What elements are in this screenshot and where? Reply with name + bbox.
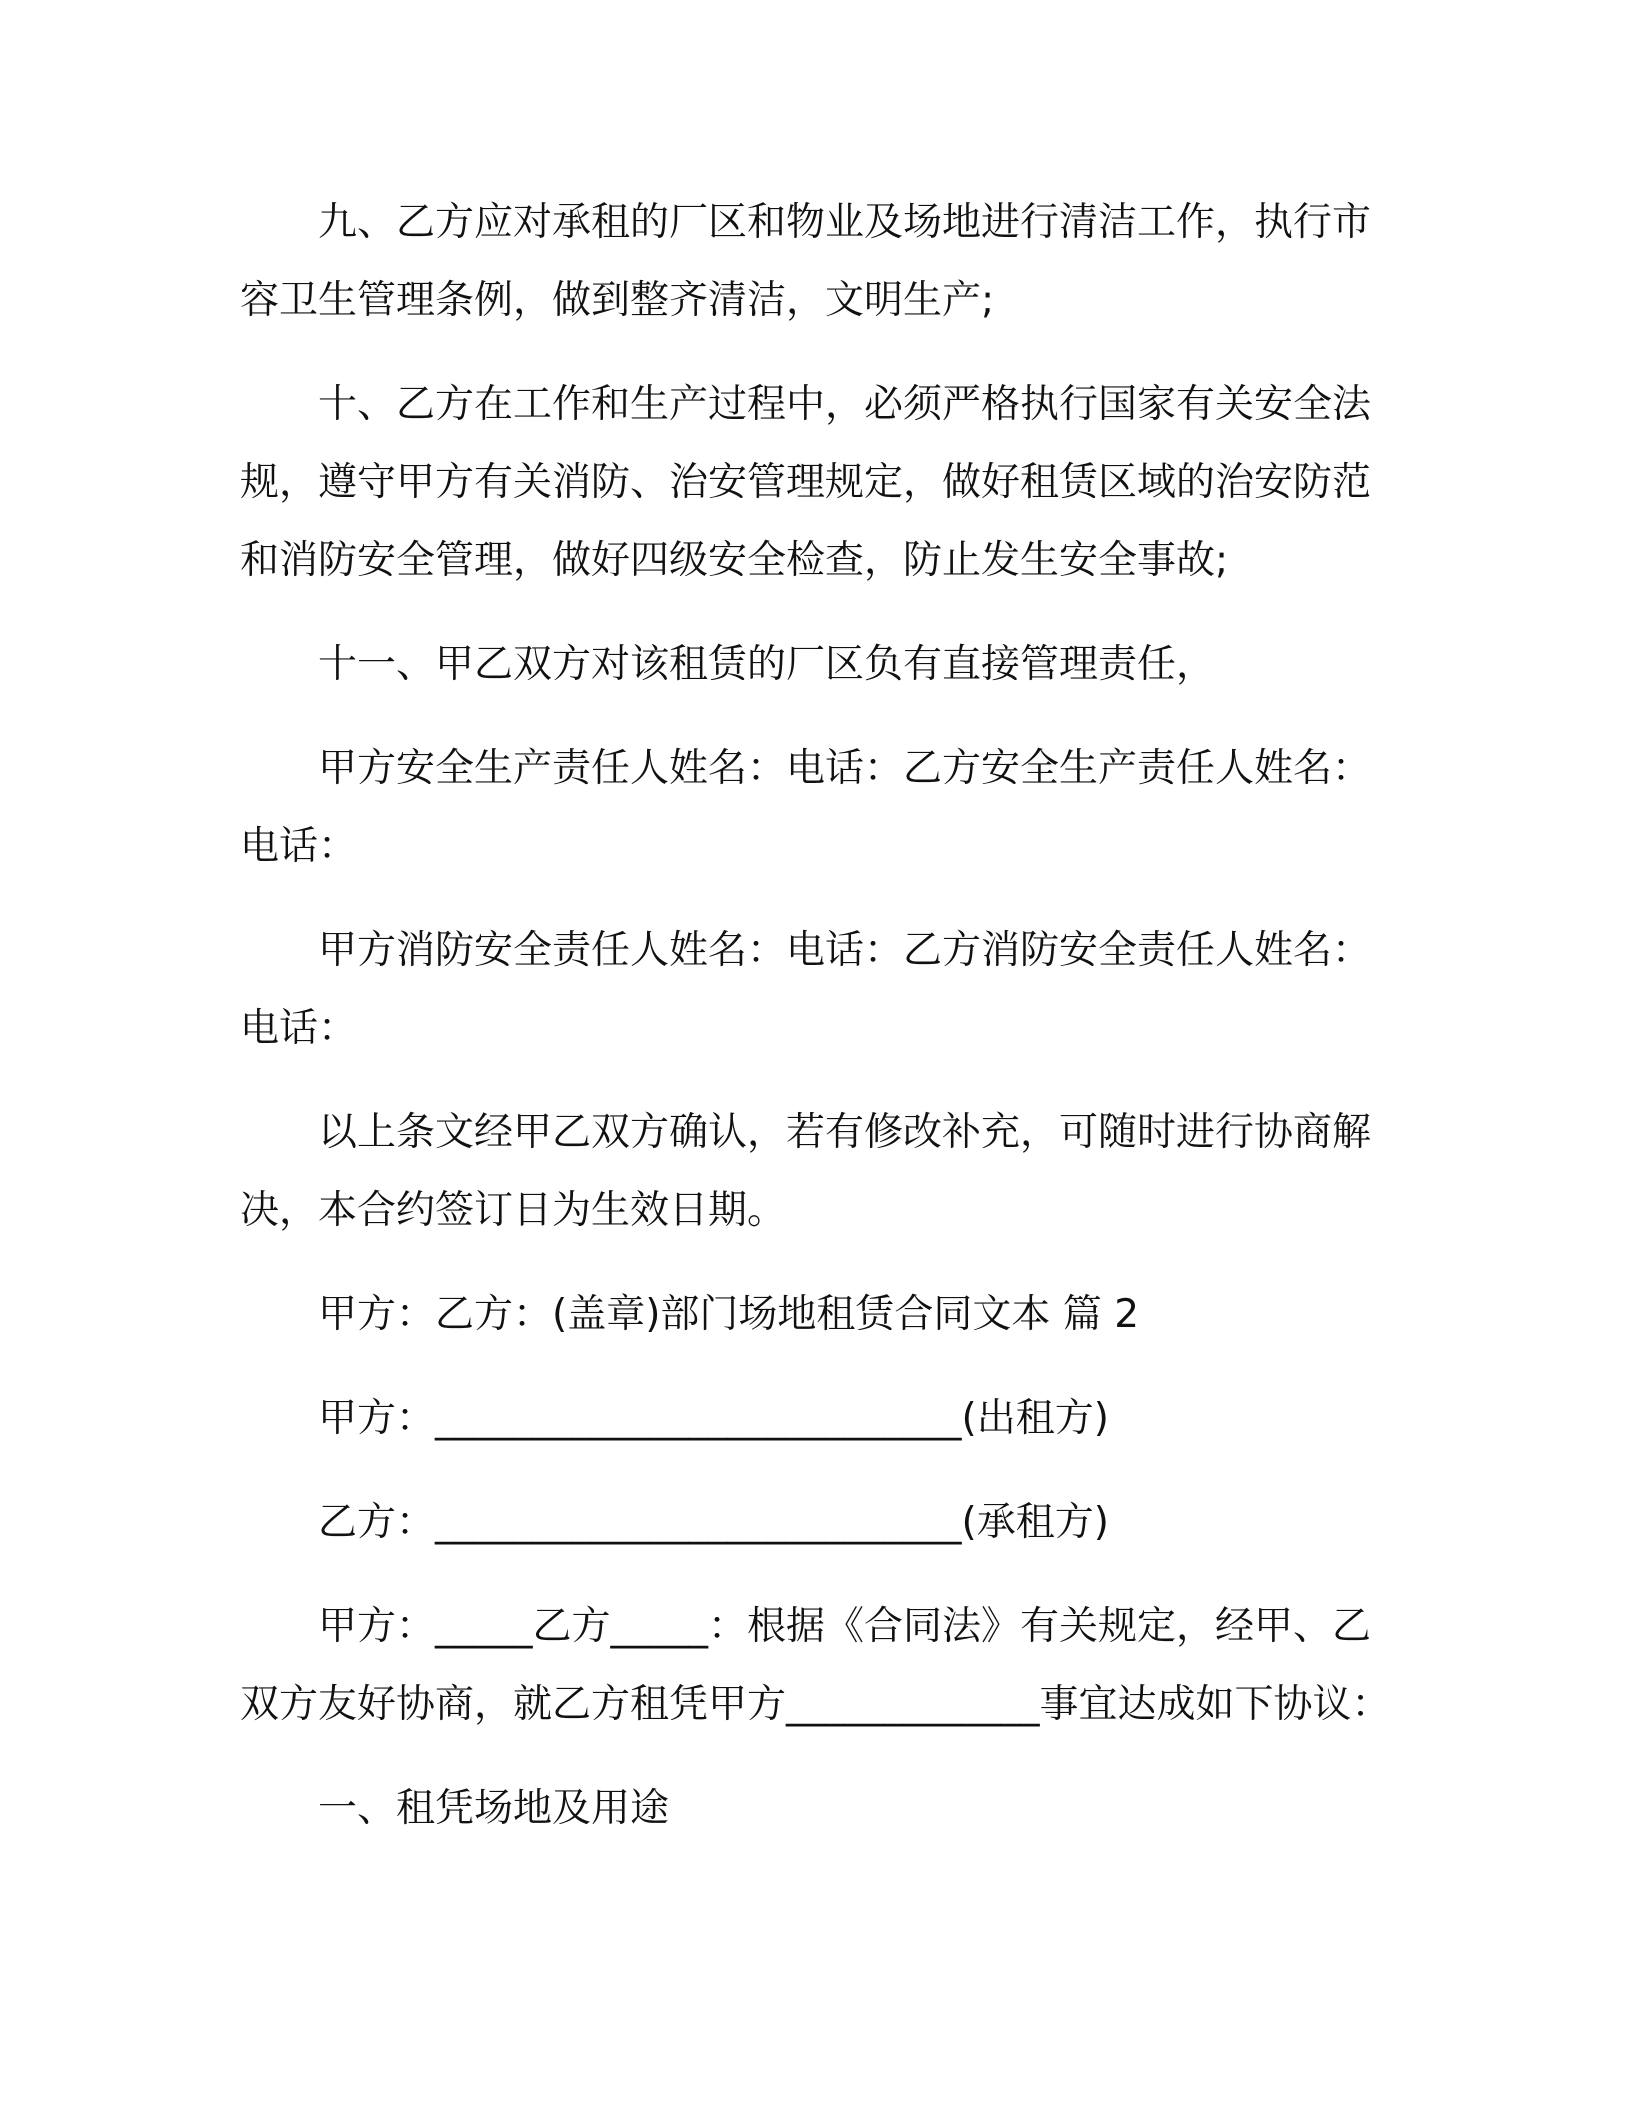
paragraph-confirmation: 以上条文经甲乙双方确认，若有修改补充，可随时进行协商解决，本合约签订日为生效日期。 [240, 1110, 1372, 1233]
paragraph-safety-contacts: 甲方安全生产责任人姓名：电话：乙方安全生产责任人姓名：电话： [240, 746, 1372, 869]
paragraph-signature-title: 甲方：乙方：(盖章)部门场地租赁合同文本 篇 2 [318, 1292, 1140, 1337]
paragraph-clause-11: 十一、甲乙双方对该租赁的厂区负有直接管理责任， [318, 642, 1216, 687]
paragraph-agreement-intro: 甲方：_____乙方_____：根据《合同法》有关规定，经甲、乙双方友好协商，就乙方租凭甲方_____________事宜达成如下协议： [240, 1604, 1391, 1727]
paragraph-clause-9: 九、乙方应对承租的厂区和物业及场地进行清洁工作，执行市容卫生管理条例，做到整齐清洁，文明生产; [240, 200, 1372, 323]
section-heading-lease-site: 一、租凭场地及用途 [318, 1786, 670, 1831]
paragraph-party-a: 甲方：___________________________(出租方) [318, 1396, 1109, 1441]
paragraph-fire-contacts: 甲方消防安全责任人姓名：电话：乙方消防安全责任人姓名：电话： [240, 928, 1372, 1051]
paragraph-party-b: 乙方：___________________________(承租方) [318, 1500, 1109, 1545]
document-body [240, 184, 1400, 1848]
paragraph-clause-10: 十、乙方在工作和生产过程中，必须严格执行国家有关安全法规，遵守甲方有关消防、治安管理规定，做好租赁区域的治安防范和消防安全管理，做好四级安全检查，防止发生安全事故; [240, 382, 1372, 583]
